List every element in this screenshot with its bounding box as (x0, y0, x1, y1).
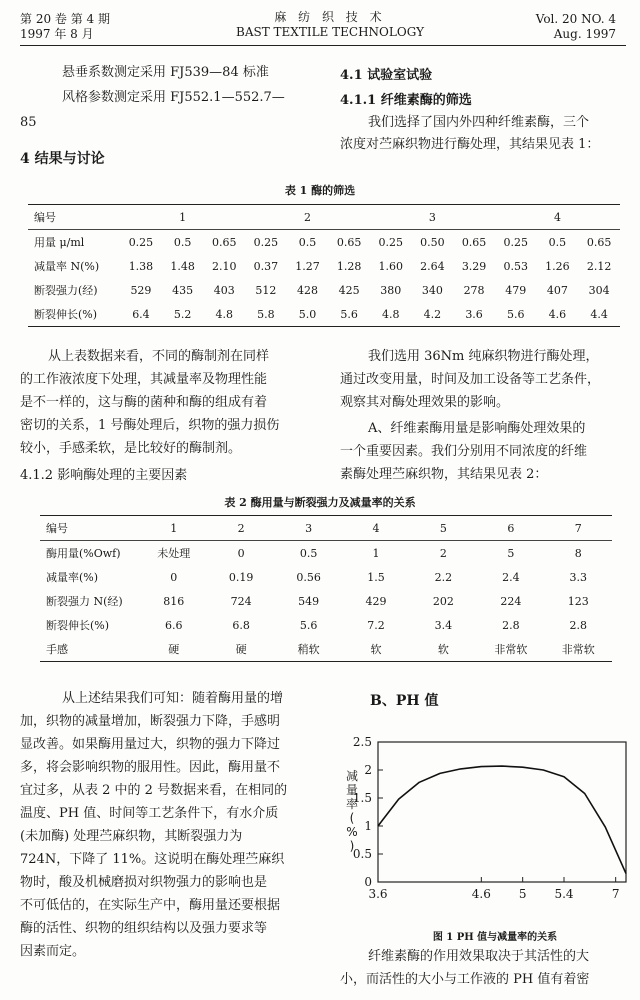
y-tick-label: 2.5 (352, 735, 372, 749)
table1-cell: 1.38 (128, 259, 154, 273)
table1-cell: 1.28 (336, 259, 362, 273)
para-left2-line: (未加酶) 处理苎麻织物，其断裂强力为 (20, 829, 243, 844)
ph-chart (336, 722, 636, 922)
table1-cell: 425 (338, 283, 360, 297)
table2-cell: 202 (432, 594, 454, 608)
table1-cell: 407 (546, 283, 568, 297)
table2-row (40, 613, 612, 637)
table1-group: 4 (495, 205, 620, 230)
table1-cell: 4.8 (203, 302, 245, 327)
table2-col-header: 3 (275, 516, 342, 541)
table2-col-header: 7 (545, 516, 612, 541)
journal-title-cn: 麻 纺 织 技 术 (274, 10, 386, 24)
para-left2-line: 加，织物的减量增加，断裂强力下降，手感明 (20, 714, 281, 729)
table2-cell: 2 (439, 546, 447, 560)
table2-row (40, 565, 612, 589)
table1-cell: 380 (380, 283, 402, 297)
table1-cell: 304 (588, 283, 610, 297)
volume-issue: 第 20 卷 第 4 期 (20, 12, 110, 26)
table1-cell: 2.64 (420, 259, 445, 273)
table1-cell: 0.5 (298, 235, 317, 249)
table2-row (40, 637, 612, 662)
para-left2-line: 因素而定。 (20, 944, 86, 959)
table2-row (40, 541, 612, 566)
para-right2-line: 一个重要因素。我们分别用不同浓度的纤维 (340, 444, 588, 459)
table1-header-label: 编号 (28, 205, 120, 230)
table2-cell: 非常软 (477, 637, 544, 662)
para-left2-line: 宜过多，从表 2 中的 2 号数据来看，在相同的 (20, 783, 288, 798)
table1-cell: 4.6 (537, 302, 579, 327)
table1-cell: 0.5 (548, 235, 567, 249)
section-heading-4: 4 结果与讨论 (20, 151, 105, 167)
para-left1-line: 较小，手感柔软，是比较好的酶制剂。 (20, 441, 242, 456)
table1-cell: 403 (213, 283, 235, 297)
para-left2-line: 不可低估的，在实际生产中，酶用量还要根据 (20, 898, 281, 913)
x-tick-label: 4.6 (471, 887, 491, 901)
table1-row (28, 254, 620, 278)
table2-col-header: 4 (342, 516, 409, 541)
table1-cell: 2.12 (586, 259, 612, 273)
table1-row-label: 减量率 N(%) (34, 260, 100, 273)
table1-cell: 1.26 (545, 259, 570, 273)
para-left1-line: 密切的关系，1 号酶处理后，织物的强力损伤 (20, 418, 280, 433)
table2-header-row (40, 516, 612, 541)
table1 (28, 204, 620, 327)
series-line (378, 766, 626, 874)
para-left2-line: 酶的活性、织物的组织结构以及强力要求等 (20, 921, 268, 936)
para-right1-line: 观察其对酶处理效果的影响。 (340, 395, 510, 410)
table1-cell: 4.2 (412, 302, 454, 327)
table1-caption: 表 1 酶的筛选 (284, 184, 356, 197)
table2-cell: 软 (342, 637, 409, 662)
table1-row-label: 断裂强力(经) (34, 284, 98, 297)
y-tick-label: 0.5 (352, 847, 372, 861)
table2-cell: 2.4 (502, 570, 520, 584)
para-right3-line: 纤维素酶的作用效果取决于其活性的大 (368, 949, 590, 964)
table1-cell: 1.60 (378, 259, 404, 273)
issue-date-en: Aug. 1997 (553, 27, 616, 41)
table1-cell: 5.8 (245, 302, 287, 327)
para-left2-line: 物时，酸及机械磨损对织物强力的影响也是 (20, 875, 268, 890)
table2-cell: 816 (163, 594, 185, 608)
table1-cell: 0.50 (420, 235, 445, 249)
table2-cell: 软 (410, 637, 477, 662)
table2-row (40, 589, 612, 613)
table1-cell: 529 (130, 283, 152, 297)
table1-cell: 0.53 (503, 259, 528, 273)
table1-group: 2 (245, 205, 370, 230)
section-heading-4-1-2: 4.1.2 影响酶处理的主要因素 (20, 468, 188, 483)
table1-row-label: 用量 μ/ml (34, 236, 85, 249)
section-heading-b: B、PH 值 (370, 693, 439, 709)
table1-cell: 0.65 (211, 235, 237, 249)
table2-cell: 6.6 (164, 618, 183, 632)
figure1-caption: 图 1 PH 值与减量率的关系 (432, 932, 558, 943)
table2-cell: 1 (372, 546, 380, 560)
table2-cell: 硬 (140, 637, 207, 662)
y-axis-label-char: ) (349, 839, 355, 853)
table1-row (28, 278, 620, 302)
x-tick-label: 5.4 (554, 887, 574, 901)
table1-cell: 278 (463, 283, 485, 297)
volume-issue-en: Vol. 20 NO. 4 (535, 12, 616, 26)
table1-cell: 1.48 (170, 259, 195, 273)
table1-cell: 3.6 (453, 302, 495, 327)
table1-group: 3 (370, 205, 495, 230)
table2-col-header: 2 (207, 516, 274, 541)
para-right2-line: 素酶处理苎麻织物，其结果见表 2： (340, 467, 548, 482)
table2-caption: 表 2 酶用量与断裂强力及减量率的关系 (224, 496, 416, 509)
table2-cell: 724 (230, 594, 252, 608)
table2-cell: 2.8 (502, 618, 520, 632)
issue-info (20, 12, 110, 42)
intro-line-2: 浓度对苎麻织物进行酶处理，其结果见表 1： (340, 137, 600, 152)
y-axis-label-char: % (346, 825, 358, 839)
table2-cell: 0.19 (228, 570, 254, 584)
method-line-3: 85 (20, 115, 37, 130)
issue-info-en (536, 12, 616, 42)
para-left2-line: 从上述结果我们可知：随着酶用量的增 (62, 691, 284, 706)
running-header (0, 0, 640, 46)
y-tick-label: 2 (364, 763, 372, 777)
table2-cell: 3.3 (569, 570, 588, 584)
journal-title (220, 10, 440, 40)
table2-cell: 0.56 (296, 570, 321, 584)
table2-cell: 硬 (207, 637, 274, 662)
table2-cell: 3.4 (434, 618, 453, 632)
section-heading-4-1-1: 4.1.1 纤维素酶的筛选 (340, 93, 472, 108)
para-left2-line: 显改善。如果酶用量过大，织物的强力下降过 (20, 737, 281, 752)
x-tick-label: 3.6 (368, 887, 388, 901)
table1-cell: 0.25 (253, 235, 279, 249)
method-line-1: 悬垂系数测定采用 FJ539—84 标准 (62, 65, 269, 80)
y-axis-label-char: 率 (345, 797, 359, 811)
table1-cell: 512 (255, 283, 277, 297)
para-right1-line: 通过改变用量，时间及加工设备等工艺条件， (340, 372, 601, 387)
table1-cell: 435 (172, 283, 194, 297)
table2-cell: 未处理 (157, 547, 191, 560)
table2-cell: 224 (500, 594, 522, 608)
table2-cell: 5 (507, 546, 515, 560)
table2-row-label: 手感 (40, 637, 140, 662)
para-left1-line: 是不一样的，这与酶的菌种和酶的组成有着 (20, 395, 268, 410)
table1-group: 1 (120, 205, 245, 230)
method-line-2: 风格参数测定采用 FJ552.1—552.7— (62, 90, 285, 105)
table1-cell: 3.29 (461, 259, 487, 273)
table2-row-label: 减量率(%) (46, 571, 99, 584)
y-tick-label: 0 (364, 875, 372, 889)
plot-frame (378, 742, 626, 882)
table2-header-label: 编号 (40, 516, 140, 541)
table2-cell: 0 (237, 546, 245, 560)
table2-cell: 1.5 (367, 570, 385, 584)
table2-col-header: 6 (477, 516, 544, 541)
table2-cell: 549 (298, 594, 320, 608)
table1-row (28, 302, 620, 327)
table2-cell: 0 (170, 570, 178, 584)
table1-cell: 340 (421, 283, 443, 297)
y-tick-label: 1 (364, 819, 372, 833)
journal-title-en: BAST TEXTILE TECHNOLOGY (236, 25, 424, 39)
para-left2-line: 多，将会影响织物的服用性。因此，酶用量不 (20, 760, 281, 775)
section-heading-4-1: 4.1 试验室试验 (340, 68, 433, 83)
table1-row (28, 230, 620, 255)
issue-date: 1997 年 8 月 (20, 27, 94, 41)
table2 (40, 515, 612, 662)
table2-cell: 2.8 (569, 618, 588, 632)
header-rule (20, 45, 626, 46)
table2-cell: 2.2 (434, 570, 453, 584)
table1-cell: 5.6 (495, 302, 537, 327)
table1-cell: 0.65 (586, 235, 612, 249)
table1-cell: 428 (297, 283, 318, 297)
y-axis-label-char: ( (349, 811, 355, 825)
intro-line-1: 我们选择了国内外四种纤维素酶，三个 (368, 115, 590, 130)
para-left1-line: 从上表数据来看，不同的酶制剂在同样 (48, 349, 270, 364)
y-axis-label-char: 减 (345, 769, 359, 783)
para-left1-line: 的工作液浓度下处理，其减量率及物理性能 (20, 372, 268, 387)
table2-cell: 0.5 (299, 546, 318, 560)
table1-cell: 0.25 (503, 235, 528, 249)
table1-cell: 0.37 (253, 259, 279, 273)
table1-cell: 5.6 (328, 302, 370, 327)
table2-cell: 6.8 (232, 618, 250, 632)
table1-cell: 4.4 (578, 302, 620, 327)
table2-cell: 非常软 (545, 637, 612, 662)
table1-cell: 4.8 (370, 302, 412, 327)
table1-cell: 1.27 (295, 259, 320, 273)
table2-cell: 稍软 (275, 637, 342, 662)
table2-row-label: 断裂强力 N(经) (46, 595, 123, 608)
table2-cell: 429 (365, 594, 387, 608)
table2-col-header: 1 (140, 516, 207, 541)
table1-cell: 0.5 (173, 235, 192, 249)
table2-cell: 7.2 (367, 618, 385, 632)
table1-cell: 5.0 (287, 302, 329, 327)
table1-cell: 0.25 (128, 235, 154, 249)
para-right2-line: A、纤维素酶用量是影响酶处理效果的 (368, 421, 586, 436)
y-tick-label: 1.5 (352, 791, 372, 805)
table1-cell: 0.25 (378, 235, 404, 249)
table2-row-label: 酶用量(%Owf) (46, 547, 121, 560)
para-left2-line: 724N，下降了 11%。这说明在酶处理苎麻织 (20, 852, 285, 867)
para-right1-line: 我们选用 36Nm 纯麻织物进行酶处理， (368, 349, 599, 364)
x-tick-label: 5 (518, 887, 527, 901)
table2-cell: 5.6 (299, 618, 318, 632)
table1-cell: 2.10 (211, 259, 237, 273)
table1-cell: 0.65 (461, 235, 487, 249)
table2-cell: 8 (574, 546, 582, 560)
table1-cell: 0.65 (336, 235, 362, 249)
table2-row-label: 断裂伸长(%) (46, 619, 110, 632)
table1-cell: 5.2 (162, 302, 204, 327)
table1-cell: 479 (505, 283, 527, 297)
y-axis-label-char: 量 (345, 783, 359, 797)
para-right3-line: 小，而活性的大小与工作液的 PH 值有着密 (340, 972, 590, 987)
table1-cell: 6.4 (120, 302, 162, 327)
para-left2-line: 温度、PH 值、时间等工艺条件下，有水介质 (20, 806, 279, 821)
table1-row-label: 断裂伸长(%) (28, 302, 120, 327)
table2-cell: 123 (567, 594, 589, 608)
table1-header-row (28, 205, 620, 230)
table2-col-header: 5 (410, 516, 477, 541)
x-tick-label: 7 (611, 887, 620, 901)
